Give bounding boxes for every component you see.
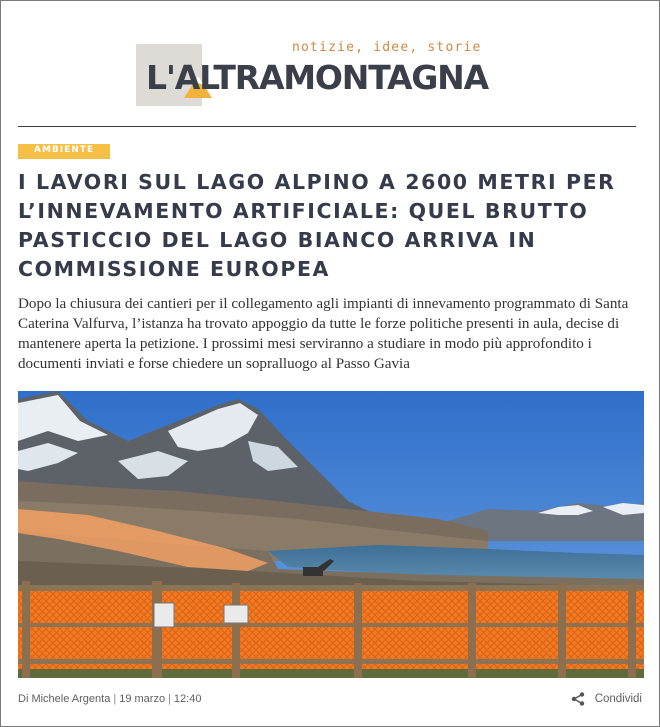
- category-badge[interactable]: [18, 144, 110, 159]
- share-button[interactable]: [571, 690, 642, 708]
- article-title[interactable]: I LAVORI SUL LAGO ALPINO A 2600 METRI PER L’INNEVAMENTO ARTIFICIALE: QUEL BRUTTO PASTICCIO DEL LAGO BIANCO ARRIVA IN COMMISSIONE EUROPEA: [18, 170, 616, 281]
- article-summary: Dopo la chiusura dei cantieri per il collegamento agli impianti di innevamento programmato di Santa Caterina Valfurva, l’istanza ha trovato appoggio da tutte le forze politiche presenti in aula, decise di mantenere aperta la petizione. I prossimi mesi serviranno a studiare in modo più approfondito i documenti inviati e forse chiedere un sopralluogo al Passo Gavia: [18, 296, 629, 372]
- mountain-lake-with-orange-fence-photo: [18, 391, 644, 678]
- logo-wordmark: L'ALTRAMONTAGNA: [146, 58, 488, 97]
- share-icon: [571, 692, 585, 706]
- publish-time: 12:40: [173, 693, 202, 705]
- share-label: Condividi: [594, 693, 642, 705]
- site-logo[interactable]: [136, 40, 528, 110]
- article-byline: Di Michele Argenta | 19 marzo | 12:40: [18, 693, 202, 705]
- logo-tagline: notizie, idee, storie: [292, 40, 482, 55]
- byline-prefix: Di: [18, 693, 29, 705]
- article-photo[interactable]: [18, 391, 644, 678]
- publish-date: 19 marzo: [119, 693, 166, 705]
- category-label: AMBIENTE: [34, 145, 95, 155]
- header-divider: [18, 126, 636, 127]
- author-link[interactable]: Michele Argenta: [31, 693, 111, 705]
